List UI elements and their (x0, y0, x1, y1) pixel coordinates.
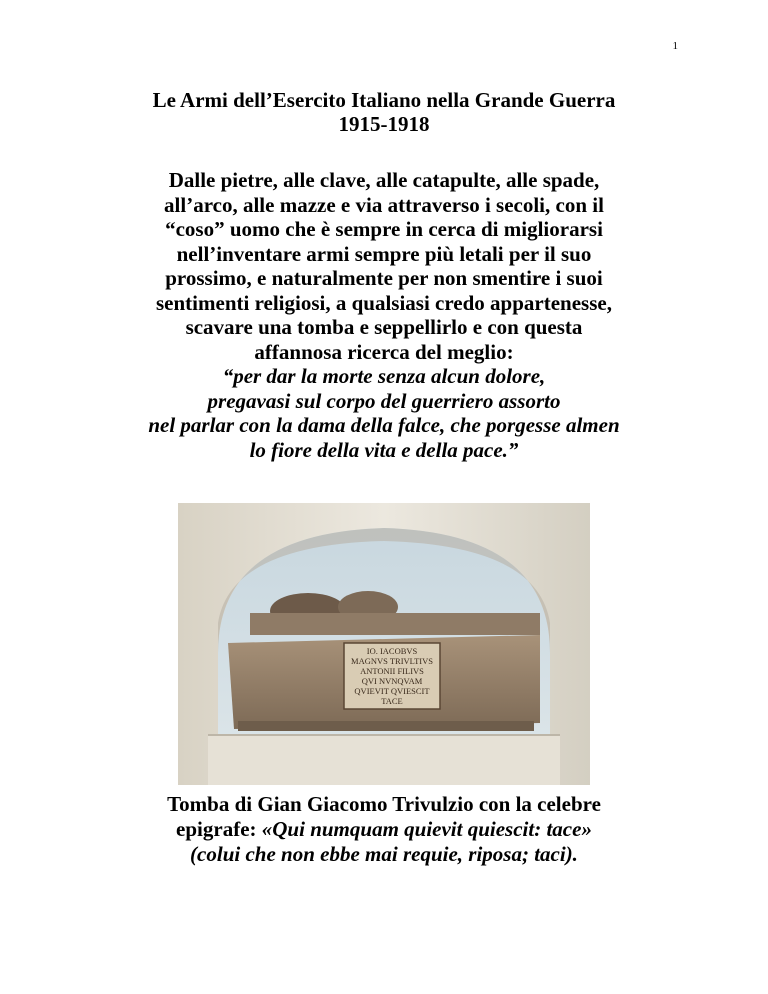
quote-line: lo fiore della vita e della pace.” (249, 437, 519, 462)
inscription-line: QVIEVIT QVIESCIT (354, 686, 430, 696)
quote-line: nel parlar con la dama della falce, che porgesse almen (148, 413, 620, 437)
intro-line: all’arco, alle mazze e via attraverso i secoli, con il (164, 192, 604, 217)
quote-line: pregavasi sul corpo del guerriero assorto (207, 388, 561, 413)
caption-line (60, 817, 708, 842)
photo-ledge (208, 735, 560, 785)
caption-plain: epigrafe: (176, 817, 262, 841)
photo-sarcophagus-lid (250, 613, 540, 635)
title-line: Le Armi dell’Esercito Italiano nella Grande Guerra (152, 88, 616, 112)
caption-line: (colui che non ebbe mai requie, riposa; taci). (190, 842, 578, 866)
intro-line: nell’inventare armi sempre più letali per il suo (176, 241, 592, 266)
caption-line: Tomba di Gian Giacomo Trivulzio con la celebre (167, 792, 601, 816)
intro-paragraph (60, 168, 708, 462)
photo-caption (60, 792, 708, 867)
intro-line: Dalle pietre, alle clave, alle catapulte, alle spade, (168, 168, 600, 192)
inscription-line: IO. IACOBVS (366, 646, 418, 656)
photo-sarcophagus-base (238, 721, 534, 731)
caption-epigraph: «Qui numquam quievit quiescit: tace» (261, 817, 592, 841)
inscription-line: QVI NVNQVAM (361, 676, 423, 686)
intro-line: “coso” uomo che è sempre in cerca di migliorarsi (165, 217, 603, 241)
intro-line: scavare una tomba e seppellirlo e con questa (185, 315, 583, 339)
document-title (60, 88, 708, 136)
page-number: 1 (672, 40, 678, 52)
tomb-photo (178, 503, 590, 785)
inscription-line: TACE (381, 696, 403, 706)
inscription-line: MAGNVS TRIVLTIVS (351, 656, 433, 666)
intro-line: affannosa ricerca del meglio: (254, 339, 514, 364)
intro-line: prossimo, e naturalmente per non smentire i suoi (165, 266, 603, 290)
quote-line: “per dar la morte senza alcun dolore, (222, 364, 546, 388)
title-years: 1915-1918 (338, 112, 430, 136)
inscription-line: ANTONII FILIVS (360, 666, 424, 676)
intro-line: sentimenti religiosi, a qualsiasi credo appartenesse, (156, 290, 612, 315)
